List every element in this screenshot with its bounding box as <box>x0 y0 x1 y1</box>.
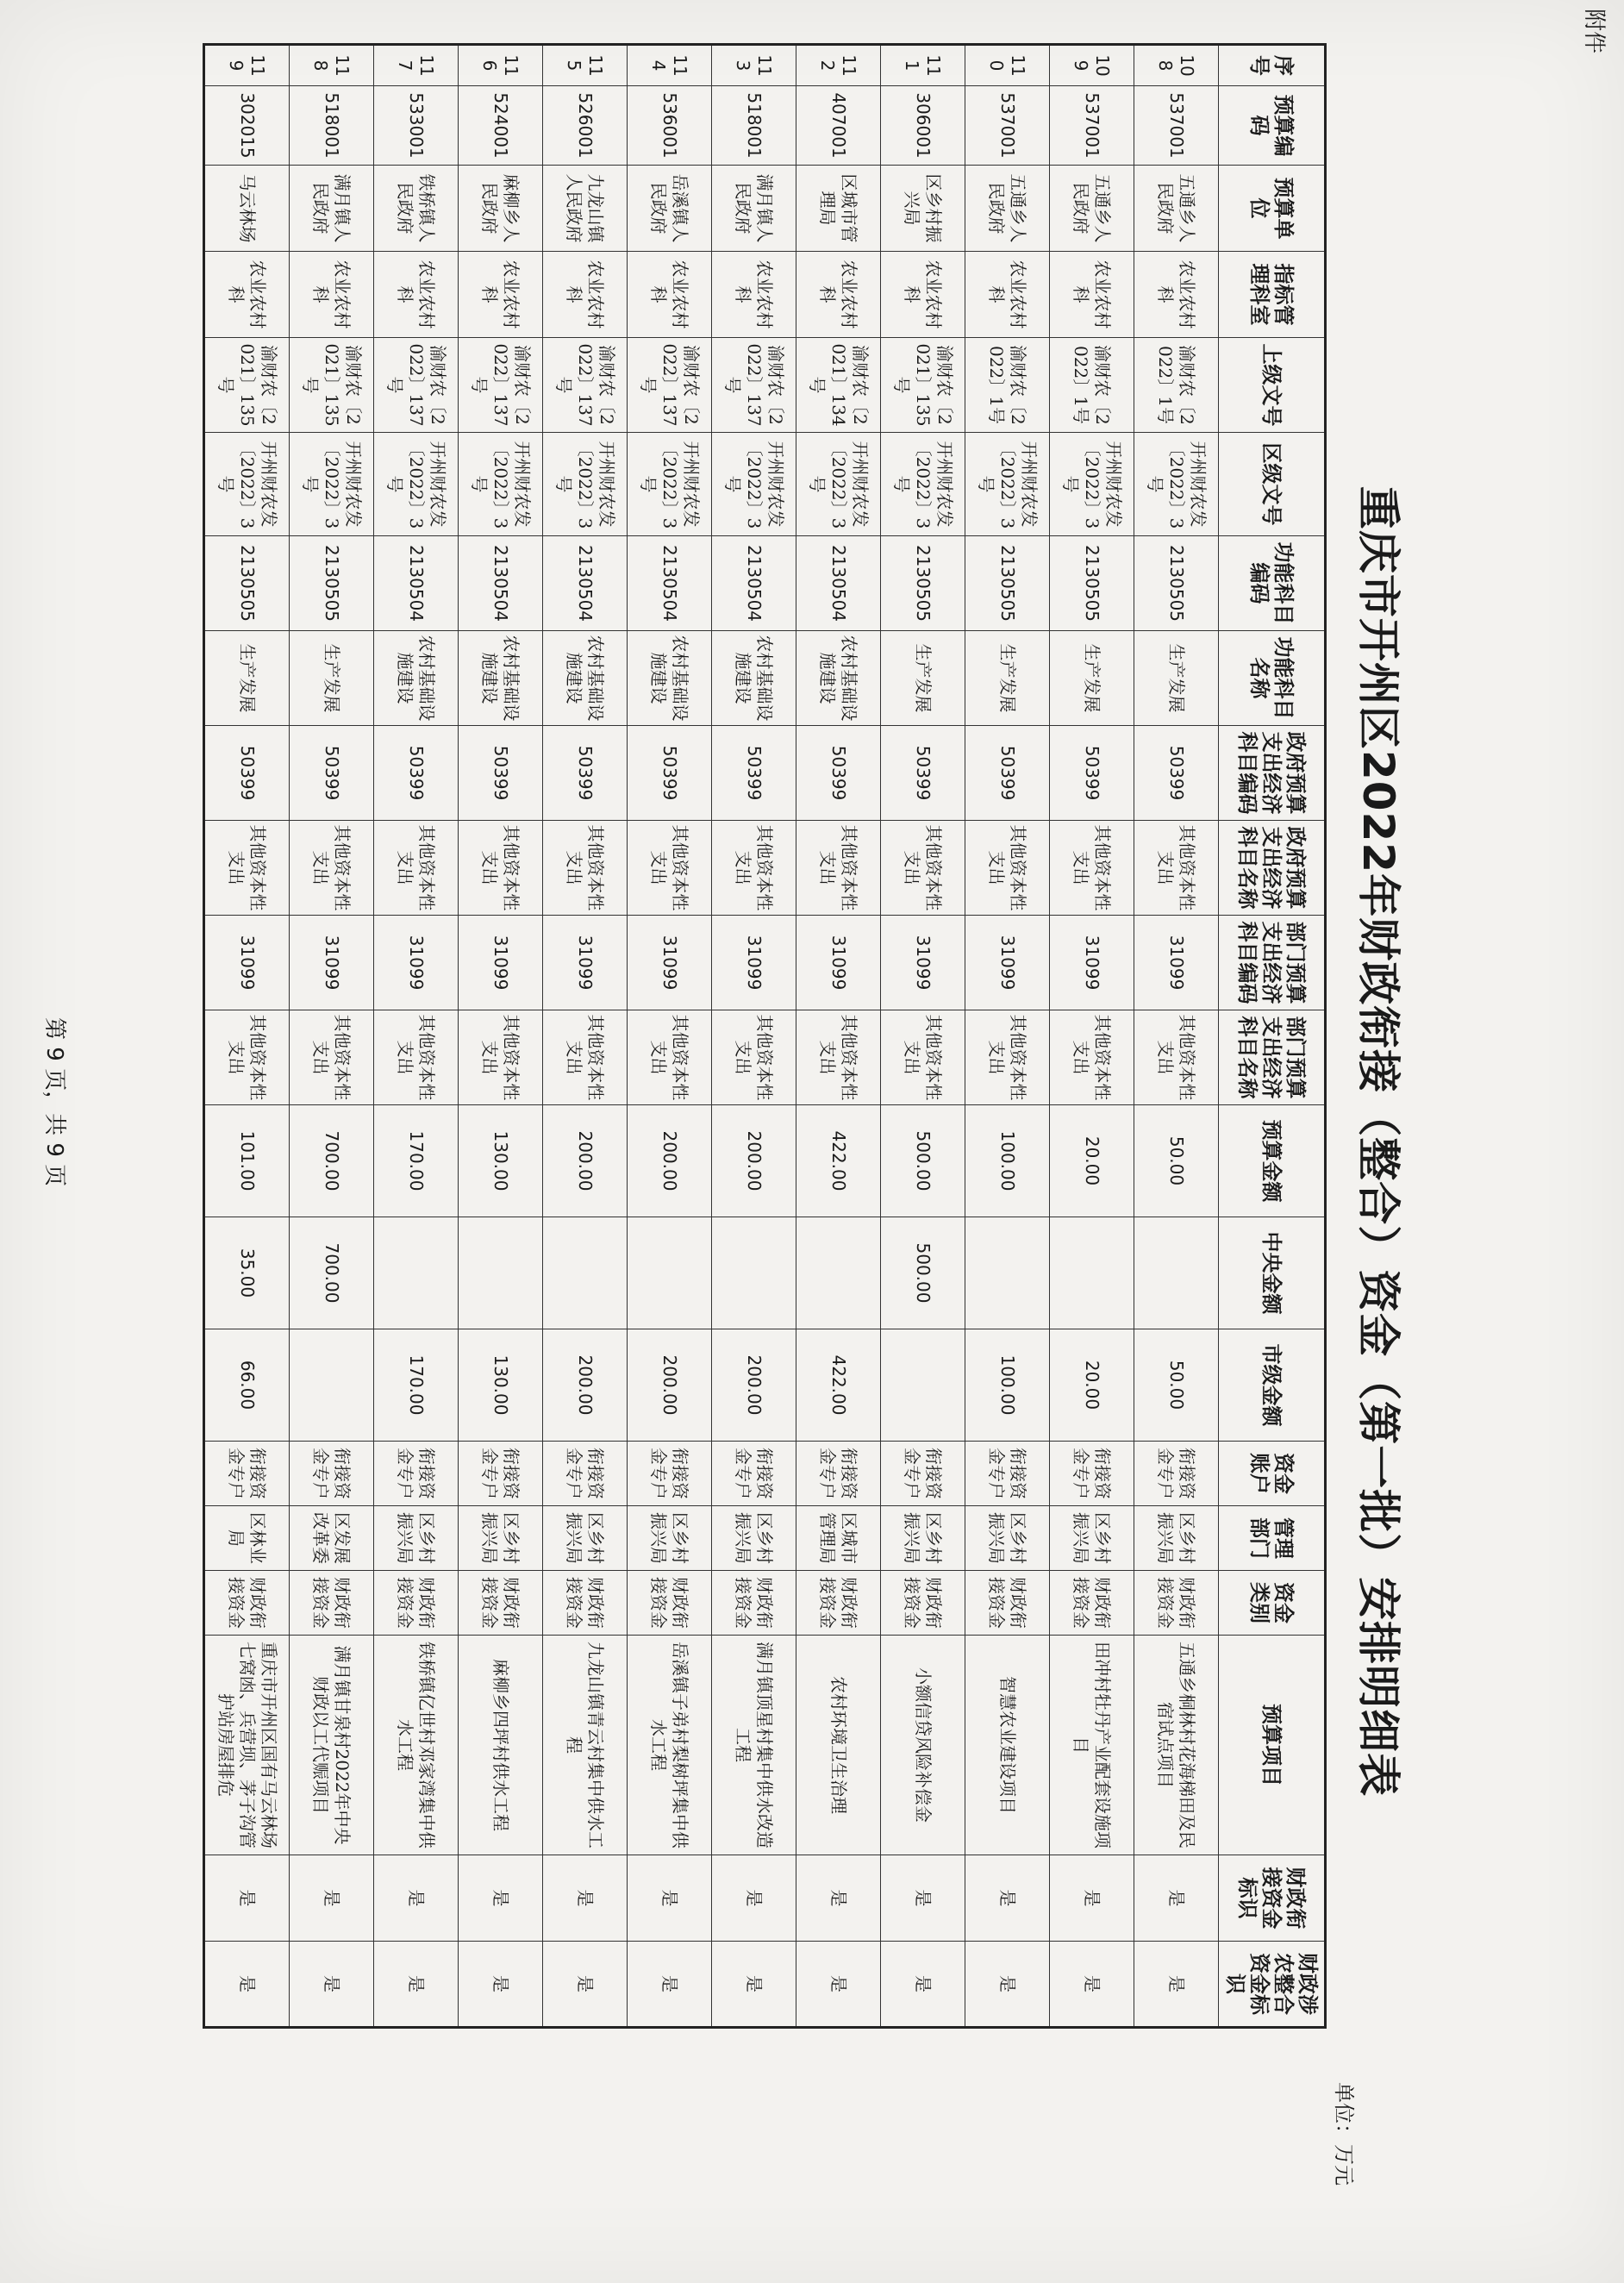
cell-func-code: 2130504 <box>712 536 796 631</box>
cell-dept-code: 31099 <box>1050 916 1134 1010</box>
header-cell: 市级金额 <box>1219 1329 1326 1442</box>
cell-flag2: 是 <box>965 1942 1050 2028</box>
header-row <box>1219 45 1326 2028</box>
cell-code: 302015 <box>204 86 290 166</box>
cell-central <box>1050 1217 1134 1329</box>
cell-central <box>628 1217 712 1329</box>
cell-func-code: 2130504 <box>628 536 712 631</box>
cell-dept-name: 其他资本性支出 <box>290 1010 374 1105</box>
cell-upper-doc: 渝财农〔2021〕135号 <box>290 338 374 433</box>
cell-dept-name: 其他资本性支出 <box>459 1010 543 1105</box>
cell-seq: 114 <box>628 45 712 86</box>
cell-city <box>881 1329 965 1442</box>
cell-district-doc: 开州财农发〔2022〕3号 <box>628 433 712 536</box>
cell-func-code: 2130504 <box>374 536 459 631</box>
cell-category: 财政衔接资金 <box>459 1571 543 1636</box>
cell-office: 农业农村科 <box>881 252 965 338</box>
cell-gov-code: 50399 <box>374 726 459 821</box>
cell-budget: 100.00 <box>965 1105 1050 1217</box>
cell-func-name: 农村基础设施建设 <box>628 631 712 726</box>
cell-central <box>459 1217 543 1329</box>
attachment-label: 附件 <box>1581 9 1607 54</box>
cell-district-doc: 开州财农发〔2022〕3号 <box>374 433 459 536</box>
cell-city: 200.00 <box>543 1329 628 1442</box>
cell-gov-name: 其他资本性支出 <box>459 821 543 916</box>
cell-category: 财政衔接资金 <box>290 1571 374 1636</box>
cell-flag2: 是 <box>204 1942 290 2028</box>
cell-category: 财政衔接资金 <box>1050 1571 1134 1636</box>
cell-gov-code: 50399 <box>796 726 881 821</box>
cell-city: 200.00 <box>628 1329 712 1442</box>
cell-gov-name: 其他资本性支出 <box>374 821 459 916</box>
cell-func-code: 2130504 <box>796 536 881 631</box>
cell-code: 524001 <box>459 86 543 166</box>
cell-category: 财政衔接资金 <box>204 1571 290 1636</box>
cell-unit: 五通乡人民政府 <box>1134 166 1219 252</box>
cell-office: 农业农村科 <box>965 252 1050 338</box>
cell-flag1: 是 <box>543 1855 628 1942</box>
cell-office: 农业农村科 <box>712 252 796 338</box>
cell-district-doc: 开州财农发〔2022〕3号 <box>204 433 290 536</box>
cell-budget: 200.00 <box>628 1105 712 1217</box>
cell-dept-code: 31099 <box>290 916 374 1010</box>
header-cell: 指标管理科室 <box>1219 252 1326 338</box>
cell-unit: 区乡村振兴局 <box>881 166 965 252</box>
cell-gov-name: 其他资本性支出 <box>543 821 628 916</box>
cell-flag2: 是 <box>543 1942 628 2028</box>
cell-category: 财政衔接资金 <box>965 1571 1050 1636</box>
cell-flag2: 是 <box>628 1942 712 2028</box>
cell-district-doc: 开州财农发〔2022〕3号 <box>459 433 543 536</box>
header-cell: 序号 <box>1219 45 1326 86</box>
cell-seq: 110 <box>965 45 1050 86</box>
cell-func-name: 农村基础设施建设 <box>543 631 628 726</box>
cell-code: 537001 <box>965 86 1050 166</box>
cell-flag2: 是 <box>290 1942 374 2028</box>
cell-flag1: 是 <box>712 1855 796 1942</box>
cell-gov-code: 50399 <box>204 726 290 821</box>
cell-dept-name: 其他资本性支出 <box>712 1010 796 1105</box>
cell-office: 农业农村科 <box>1050 252 1134 338</box>
cell-func-code: 2130505 <box>290 536 374 631</box>
cell-dept-name: 其他资本性支出 <box>1050 1010 1134 1105</box>
cell-budget: 200.00 <box>712 1105 796 1217</box>
cell-account: 衔接资金专户 <box>543 1442 628 1506</box>
cell-gov-name: 其他资本性支出 <box>796 821 881 916</box>
header-cell: 预算编码 <box>1219 86 1326 166</box>
cell-account: 衔接资金专户 <box>1050 1442 1134 1506</box>
table-row <box>374 45 459 2028</box>
cell-seq: 108 <box>1134 45 1219 86</box>
cell-dept-code: 31099 <box>1134 916 1219 1010</box>
cell-upper-doc: 渝财农〔2022〕1号 <box>1050 338 1134 433</box>
cell-gov-code: 50399 <box>712 726 796 821</box>
cell-dept: 区乡村振兴局 <box>374 1506 459 1571</box>
cell-account: 衔接资金专户 <box>965 1442 1050 1506</box>
cell-func-code: 2130505 <box>1050 536 1134 631</box>
cell-city: 130.00 <box>459 1329 543 1442</box>
cell-unit: 麻柳乡人民政府 <box>459 166 543 252</box>
cell-dept: 区城市管理局 <box>796 1506 881 1571</box>
cell-budget: 170.00 <box>374 1105 459 1217</box>
cell-unit: 满月镇人民政府 <box>712 166 796 252</box>
budget-table <box>203 43 1327 2029</box>
cell-func-code: 2130505 <box>1134 536 1219 631</box>
cell-district-doc: 开州财农发〔2022〕3号 <box>965 433 1050 536</box>
cell-district-doc: 开州财农发〔2022〕3号 <box>1050 433 1134 536</box>
cell-upper-doc: 渝财农〔2022〕1号 <box>965 338 1050 433</box>
cell-account: 衔接资金专户 <box>1134 1442 1219 1506</box>
cell-code: 537001 <box>1050 86 1134 166</box>
header-cell: 功能科目名称 <box>1219 631 1326 726</box>
cell-dept-name: 其他资本性支出 <box>543 1010 628 1105</box>
cell-func-code: 2130505 <box>204 536 290 631</box>
cell-central <box>374 1217 459 1329</box>
cell-city: 200.00 <box>712 1329 796 1442</box>
cell-code: 306001 <box>881 86 965 166</box>
cell-office: 农业农村科 <box>374 252 459 338</box>
cell-seq: 112 <box>796 45 881 86</box>
cell-func-name: 农村基础设施建设 <box>712 631 796 726</box>
header-cell: 中央金额 <box>1219 1217 1326 1329</box>
cell-account: 衔接资金专户 <box>712 1442 796 1506</box>
cell-account: 衔接资金专户 <box>374 1442 459 1506</box>
cell-unit: 区城市管理局 <box>796 166 881 252</box>
table-row <box>543 45 628 2028</box>
cell-dept-name: 其他资本性支出 <box>796 1010 881 1105</box>
cell-budget: 20.00 <box>1050 1105 1134 1217</box>
cell-office: 农业农村科 <box>796 252 881 338</box>
cell-dept-code: 31099 <box>204 916 290 1010</box>
cell-unit: 五通乡人民政府 <box>1050 166 1134 252</box>
cell-office: 农业农村科 <box>543 252 628 338</box>
cell-code: 537001 <box>1134 86 1219 166</box>
cell-func-code: 2130505 <box>881 536 965 631</box>
cell-district-doc: 开州财农发〔2022〕3号 <box>290 433 374 536</box>
cell-func-code: 2130504 <box>459 536 543 631</box>
cell-project: 铁桥镇亿世村邓家湾集中供水工程 <box>374 1636 459 1855</box>
header-cell: 预算金额 <box>1219 1105 1326 1217</box>
cell-project: 农村环境卫生治理 <box>796 1636 881 1855</box>
cell-account: 衔接资金专户 <box>796 1442 881 1506</box>
cell-dept-code: 31099 <box>374 916 459 1010</box>
cell-func-name: 农村基础设施建设 <box>459 631 543 726</box>
cell-central <box>712 1217 796 1329</box>
cell-flag2: 是 <box>881 1942 965 2028</box>
cell-budget: 422.00 <box>796 1105 881 1217</box>
cell-code: 407001 <box>796 86 881 166</box>
header-cell: 资金账户 <box>1219 1442 1326 1506</box>
cell-central <box>1134 1217 1219 1329</box>
cell-gov-name: 其他资本性支出 <box>1134 821 1219 916</box>
cell-city: 66.00 <box>204 1329 290 1442</box>
cell-city <box>290 1329 374 1442</box>
cell-category: 财政衔接资金 <box>1134 1571 1219 1636</box>
cell-gov-code: 50399 <box>290 726 374 821</box>
cell-account: 衔接资金专户 <box>290 1442 374 1506</box>
cell-code: 518001 <box>290 86 374 166</box>
header-cell: 资金类别 <box>1219 1571 1326 1636</box>
table-row <box>290 45 374 2028</box>
cell-gov-code: 50399 <box>881 726 965 821</box>
cell-upper-doc: 渝财农〔2022〕137号 <box>628 338 712 433</box>
table-row <box>965 45 1050 2028</box>
cell-dept-code: 31099 <box>881 916 965 1010</box>
cell-gov-name: 其他资本性支出 <box>712 821 796 916</box>
table-row <box>712 45 796 2028</box>
cell-category: 财政衔接资金 <box>543 1571 628 1636</box>
cell-dept: 区乡村振兴局 <box>628 1506 712 1571</box>
cell-unit: 马云林场 <box>204 166 290 252</box>
cell-unit: 五通乡人民政府 <box>965 166 1050 252</box>
cell-city: 20.00 <box>1050 1329 1134 1442</box>
cell-office: 农业农村科 <box>628 252 712 338</box>
table-row <box>796 45 881 2028</box>
cell-seq: 109 <box>1050 45 1134 86</box>
cell-upper-doc: 渝财农〔2022〕137号 <box>712 338 796 433</box>
table-row <box>881 45 965 2028</box>
cell-seq: 116 <box>459 45 543 86</box>
cell-func-name: 生产发展 <box>1134 631 1219 726</box>
cell-dept-name: 其他资本性支出 <box>204 1010 290 1105</box>
cell-budget: 200.00 <box>543 1105 628 1217</box>
cell-dept: 区乡村振兴局 <box>459 1506 543 1571</box>
cell-seq: 111 <box>881 45 965 86</box>
header-cell: 部门预算支出经济科目名称 <box>1219 1010 1326 1105</box>
cell-office: 农业农村科 <box>459 252 543 338</box>
cell-dept-name: 其他资本性支出 <box>628 1010 712 1105</box>
cell-gov-name: 其他资本性支出 <box>1050 821 1134 916</box>
cell-func-name: 生产发展 <box>1050 631 1134 726</box>
cell-flag1: 是 <box>204 1855 290 1942</box>
cell-dept-code: 31099 <box>712 916 796 1010</box>
cell-office: 农业农村科 <box>204 252 290 338</box>
cell-dept-name: 其他资本性支出 <box>1134 1010 1219 1105</box>
header-cell: 上级文号 <box>1219 338 1326 433</box>
cell-gov-code: 50399 <box>965 726 1050 821</box>
cell-flag2: 是 <box>1134 1942 1219 2028</box>
table-row <box>1134 45 1219 2028</box>
cell-project: 五通乡桐林村花海梯田及民宿试点项目 <box>1134 1636 1219 1855</box>
table-row <box>204 45 290 2028</box>
header-cell: 预算项目 <box>1219 1636 1326 1855</box>
cell-gov-name: 其他资本性支出 <box>965 821 1050 916</box>
header-cell: 财政衔接资金标识 <box>1219 1855 1326 1942</box>
cell-flag1: 是 <box>1050 1855 1134 1942</box>
cell-category: 财政衔接资金 <box>712 1571 796 1636</box>
cell-unit: 满月镇人民政府 <box>290 166 374 252</box>
cell-dept-name: 其他资本性支出 <box>965 1010 1050 1105</box>
cell-project: 麻柳乡四坪村供水工程 <box>459 1636 543 1855</box>
cell-func-name: 生产发展 <box>881 631 965 726</box>
header-cell: 管理部门 <box>1219 1506 1326 1571</box>
cell-func-name: 生产发展 <box>204 631 290 726</box>
cell-central <box>965 1217 1050 1329</box>
header-cell: 政府预算支出经济科目编码 <box>1219 726 1326 821</box>
cell-central: 700.00 <box>290 1217 374 1329</box>
header-cell: 部门预算支出经济科目编码 <box>1219 916 1326 1010</box>
cell-district-doc: 开州财农发〔2022〕3号 <box>1134 433 1219 536</box>
cell-code: 536001 <box>628 86 712 166</box>
cell-budget: 500.00 <box>881 1105 965 1217</box>
cell-office: 农业农村科 <box>1134 252 1219 338</box>
cell-project: 重庆市开州区国有马云林场七窝凼、兵营坝、茅子沟管护站房屋排危 <box>204 1636 290 1855</box>
cell-dept: 区乡村振兴局 <box>543 1506 628 1571</box>
cell-city: 422.00 <box>796 1329 881 1442</box>
cell-dept-code: 31099 <box>796 916 881 1010</box>
cell-upper-doc: 渝财农〔2022〕137号 <box>459 338 543 433</box>
cell-upper-doc: 渝财农〔2022〕1号 <box>1134 338 1219 433</box>
cell-flag2: 是 <box>712 1942 796 2028</box>
cell-gov-name: 其他资本性支出 <box>628 821 712 916</box>
cell-project: 岳溪镇子弟村梨树坪集中供水工程 <box>628 1636 712 1855</box>
cell-account: 衔接资金专户 <box>881 1442 965 1506</box>
cell-dept-code: 31099 <box>628 916 712 1010</box>
cell-central: 500.00 <box>881 1217 965 1329</box>
cell-flag1: 是 <box>290 1855 374 1942</box>
cell-flag2: 是 <box>459 1942 543 2028</box>
cell-code: 533001 <box>374 86 459 166</box>
cell-seq: 119 <box>204 45 290 86</box>
cell-central <box>543 1217 628 1329</box>
cell-dept-code: 31099 <box>543 916 628 1010</box>
cell-dept: 区乡村振兴局 <box>1050 1506 1134 1571</box>
cell-flag1: 是 <box>459 1855 543 1942</box>
cell-project: 满月镇顶星村集中供水改造工程 <box>712 1636 796 1855</box>
cell-dept: 区乡村振兴局 <box>965 1506 1050 1571</box>
cell-func-code: 2130505 <box>965 536 1050 631</box>
cell-upper-doc: 渝财农〔2022〕137号 <box>543 338 628 433</box>
cell-dept: 区林业局 <box>204 1506 290 1571</box>
cell-category: 财政衔接资金 <box>628 1571 712 1636</box>
table-row <box>628 45 712 2028</box>
page-footer: 第 9 页，共 9 页 <box>41 1017 67 1187</box>
cell-budget: 130.00 <box>459 1105 543 1217</box>
cell-dept-name: 其他资本性支出 <box>374 1010 459 1105</box>
header-cell: 预算单位 <box>1219 166 1326 252</box>
cell-func-name: 生产发展 <box>965 631 1050 726</box>
cell-flag2: 是 <box>796 1942 881 2028</box>
cell-office: 农业农村科 <box>290 252 374 338</box>
cell-seq: 113 <box>712 45 796 86</box>
cell-dept-code: 31099 <box>965 916 1050 1010</box>
cell-func-name: 生产发展 <box>290 631 374 726</box>
cell-flag1: 是 <box>881 1855 965 1942</box>
cell-budget: 101.00 <box>204 1105 290 1217</box>
cell-gov-name: 其他资本性支出 <box>881 821 965 916</box>
cell-upper-doc: 渝财农〔2021〕134号 <box>796 338 881 433</box>
cell-district-doc: 开州财农发〔2022〕3号 <box>712 433 796 536</box>
cell-unit: 岳溪镇人民政府 <box>628 166 712 252</box>
cell-unit: 九龙山镇人民政府 <box>543 166 628 252</box>
cell-category: 财政衔接资金 <box>374 1571 459 1636</box>
table-row <box>459 45 543 2028</box>
cell-unit: 铁桥镇人民政府 <box>374 166 459 252</box>
cell-gov-code: 50399 <box>1050 726 1134 821</box>
cell-upper-doc: 渝财农〔2022〕137号 <box>374 338 459 433</box>
cell-flag1: 是 <box>1134 1855 1219 1942</box>
cell-func-name: 农村基础设施建设 <box>374 631 459 726</box>
cell-flag1: 是 <box>628 1855 712 1942</box>
cell-gov-code: 50399 <box>1134 726 1219 821</box>
cell-account: 衔接资金专户 <box>628 1442 712 1506</box>
cell-gov-code: 50399 <box>459 726 543 821</box>
cell-code: 518001 <box>712 86 796 166</box>
cell-gov-name: 其他资本性支出 <box>290 821 374 916</box>
header-cell: 区级文号 <box>1219 433 1326 536</box>
unit-label: 单位：万元 <box>1332 2082 1356 2186</box>
cell-flag2: 是 <box>1050 1942 1134 2028</box>
cell-central <box>796 1217 881 1329</box>
cell-category: 财政衔接资金 <box>881 1571 965 1636</box>
cell-city: 170.00 <box>374 1329 459 1442</box>
cell-gov-code: 50399 <box>543 726 628 821</box>
cell-account: 衔接资金专户 <box>459 1442 543 1506</box>
cell-flag1: 是 <box>965 1855 1050 1942</box>
cell-code: 526001 <box>543 86 628 166</box>
cell-seq: 115 <box>543 45 628 86</box>
cell-dept: 区发展改革委 <box>290 1506 374 1571</box>
cell-seq: 117 <box>374 45 459 86</box>
cell-flag1: 是 <box>374 1855 459 1942</box>
cell-account: 衔接资金专户 <box>204 1442 290 1506</box>
cell-dept: 区乡村振兴局 <box>712 1506 796 1571</box>
cell-dept-code: 31099 <box>459 916 543 1010</box>
cell-category: 财政衔接资金 <box>796 1571 881 1636</box>
cell-project: 满月镇甘泉村2022年中央财政以工代赈项目 <box>290 1636 374 1855</box>
cell-budget: 700.00 <box>290 1105 374 1217</box>
cell-budget: 50.00 <box>1134 1105 1219 1217</box>
cell-district-doc: 开州财农发〔2022〕3号 <box>881 433 965 536</box>
cell-gov-name: 其他资本性支出 <box>204 821 290 916</box>
cell-district-doc: 开州财农发〔2022〕3号 <box>543 433 628 536</box>
cell-upper-doc: 渝财农〔2021〕135号 <box>204 338 290 433</box>
cell-central: 35.00 <box>204 1217 290 1329</box>
cell-dept: 区乡村振兴局 <box>881 1506 965 1571</box>
cell-func-code: 2130504 <box>543 536 628 631</box>
cell-district-doc: 开州财农发〔2022〕3号 <box>796 433 881 536</box>
cell-project: 智慧农业建设项目 <box>965 1636 1050 1855</box>
cell-func-name: 农村基础设施建设 <box>796 631 881 726</box>
table-row <box>1050 45 1134 2028</box>
cell-dept: 区乡村振兴局 <box>1134 1506 1219 1571</box>
cell-gov-code: 50399 <box>628 726 712 821</box>
cell-upper-doc: 渝财农〔2021〕135号 <box>881 338 965 433</box>
header-cell: 政府预算支出经济科目名称 <box>1219 821 1326 916</box>
header-cell: 财政涉农整合资金标识 <box>1219 1942 1326 2028</box>
cell-project: 小额信贷风险补偿金 <box>881 1636 965 1855</box>
cell-city: 100.00 <box>965 1329 1050 1442</box>
page-title: 重庆市开州区2022年财政衔接（整合）资金（第一批）安排明细表 <box>1353 485 1403 1798</box>
header-cell: 功能科目编码 <box>1219 536 1326 631</box>
cell-seq: 118 <box>290 45 374 86</box>
cell-dept-name: 其他资本性支出 <box>881 1010 965 1105</box>
cell-city: 50.00 <box>1134 1329 1219 1442</box>
cell-flag1: 是 <box>796 1855 881 1942</box>
cell-flag2: 是 <box>374 1942 459 2028</box>
cell-project: 田冲村牡丹产业配套设施项目 <box>1050 1636 1134 1855</box>
cell-project: 九龙山镇青云村集中供水工程 <box>543 1636 628 1855</box>
